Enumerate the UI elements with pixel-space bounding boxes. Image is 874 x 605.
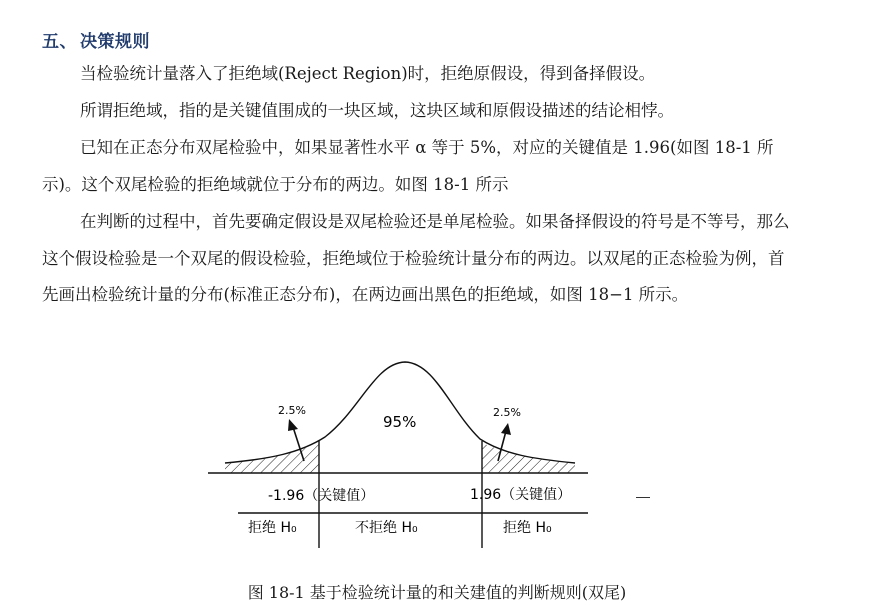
right-critical-value-label: 1.96（关键值） <box>470 487 572 503</box>
section-title: 决策规则 <box>80 32 150 52</box>
two-tailed-test-figure <box>200 355 670 560</box>
section-heading <box>42 27 150 52</box>
left-critical-value-label: -1.96（关键值） <box>268 488 375 504</box>
paragraph-4: 在判断的过程中，首先要确定假设是双尾检验还是单尾检验。如果备择假设的符号是不等号，那么这个假设检验是一个双尾的假设检验，拒绝域位于检验统计量分布的两边。以双尾的正态检验为例，首先画出检验统计量的分布(标准正态分布)，在两边画出黑色的拒绝域，如图 18−1 所示。 <box>42 212 790 304</box>
right-arrow-head <box>501 423 511 435</box>
paragraph-2: 所谓拒绝域，指的是关键值围成的一块区域，这块区域和原假设描述的结论相悖。 <box>80 101 674 120</box>
reject-region-right-label: 拒绝 H₀ <box>503 520 552 536</box>
normal-distribution-diagram <box>200 355 670 560</box>
paragraph-1: 当检验统计量落入了拒绝域(Reject Region)时，拒绝原假设，得到备择假设。 <box>80 64 656 83</box>
center-area-label: 95% <box>383 413 417 431</box>
right-tail-label: 2.5% <box>493 406 521 419</box>
section-number: 五、 <box>42 32 77 52</box>
accept-region-label: 不拒绝 H₀ <box>355 520 418 536</box>
left-tail-label: 2.5% <box>278 404 306 417</box>
stray-dash <box>636 497 650 498</box>
reject-region-left-label: 拒绝 H₀ <box>248 520 297 536</box>
left-arrow-head <box>288 419 298 431</box>
paragraph-3: 已知在正态分布双尾检验中，如果显著性水平 α 等于 5%，对应的关键值是 1.96(如图 18-1 所示)。这个双尾检验的拒绝域就位于分布的两边。如图 18-1 所示 <box>42 138 774 194</box>
figure-caption: 图 18-1 基于检验统计量的和关建值的判断规则(双尾) <box>247 583 627 602</box>
